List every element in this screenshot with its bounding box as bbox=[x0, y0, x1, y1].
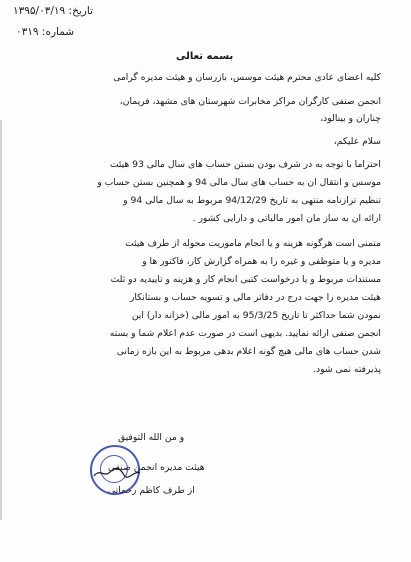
letter-number: شماره: ۰۳۱۹ bbox=[16, 26, 75, 38]
scan-edge-mark bbox=[0, 120, 2, 520]
closing-line: و من الله التوفیق bbox=[118, 432, 185, 443]
paragraph2-line: پذیرفته نمی شود. bbox=[313, 364, 381, 375]
paragraph2-line: شدن حساب های مالی هیچ گونه اعلام بدهی مربوط به این بازه زمانی bbox=[116, 346, 381, 357]
paragraph2-line: مدیره و یا متوظفی و غیره را به همراه گزارش کار، فاکتور ها و bbox=[142, 256, 381, 267]
salutation-line: چناران و بینالود، bbox=[320, 113, 381, 124]
salutation-line: کلیه اعضای عادی محترم هیئت موسس، بازرسان و هیئت مدیره گرامی bbox=[113, 72, 381, 83]
closing-line: هیئت مدیره انجمن صنفی bbox=[108, 462, 205, 473]
paragraph1-line: ارائه ان به ساز مان امور مالیاتی و دارایی کشور . bbox=[192, 213, 381, 224]
paragraph2-line: هیئت مدیره را جهت درج در دفاتر مالی و تسویه حساب و بستانکار bbox=[129, 292, 381, 303]
handwritten-signature bbox=[92, 466, 142, 480]
paragraph2-line: مستندات مربوط و یا درخواست کتبی انجام کار و هزینه و تاییدیه دو ثلث bbox=[110, 274, 381, 285]
salutation-line: انجمن صنفی کارگران مراکز مخابرات شهرستان های مشهد، فریمان، bbox=[119, 96, 381, 107]
paragraph2-line: انجمن صنفی ارائه نمایید. بدیهی است در صورت عدم اعلام شما و بسته bbox=[109, 328, 381, 339]
greeting: سلام علیکم، bbox=[333, 136, 381, 147]
letter-heading: بسمه تعالی bbox=[176, 51, 234, 62]
paragraph1-line: تنظیم ترازنامه منتهی به تاریخ 94/12/29 مربوط به سال مالی 94 و bbox=[123, 195, 381, 206]
paragraph1-line: احتراما با توجه به در شرف بودن بستن حساب های سال مالی 93 هیئت bbox=[109, 159, 381, 170]
paragraph2-line: نمودن شما حداکثر تا تاریخ 95/3/25 به امور مالی (خزانه دار) این bbox=[131, 310, 381, 321]
closing-line: از طرف کاظم رحمانی bbox=[108, 485, 195, 496]
paragraph1-line: موسس و انتقال ان به حساب های سال مالی 94 و همچنین بستن حساب و bbox=[97, 177, 381, 188]
letter-date: تاریخ: ۱۳۹۵/۰۳/۱۹ bbox=[13, 5, 93, 17]
paragraph2-line: متمنی است هرگونه هزینه و یا انجام ماموریت محوله از طرف هیئت bbox=[125, 238, 381, 249]
